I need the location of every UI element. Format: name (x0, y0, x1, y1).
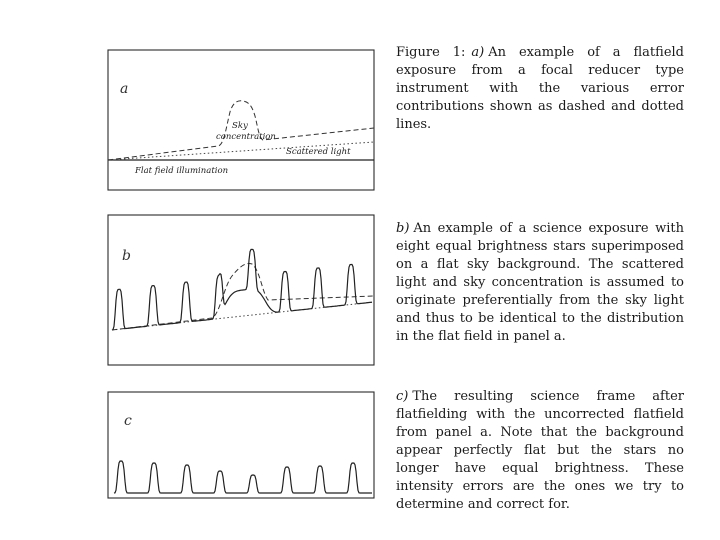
flat-field-illumination-label: Flat field illumination (135, 166, 229, 176)
panel-b-star-trace (112, 249, 372, 330)
caption-a-letter: a) (471, 45, 485, 60)
panel-b-letter: b (122, 248, 131, 264)
panel-c (108, 392, 374, 498)
scattered-light-label: Scattered light (286, 147, 351, 157)
caption-b-letter: b) (396, 221, 410, 236)
caption-c-letter: c) (396, 389, 409, 404)
panel-c-star-trace (114, 461, 372, 493)
caption-c (396, 388, 684, 514)
caption-b-text: An example of a science exposure with eight equal brightness stars superimposed on a flat sky background. The scattered light and sky concentration is assumed to originate preferentially from the sky light and thus to be identical to the distribution in the flat field in panel a. (396, 221, 684, 344)
caption-c-text: The resulting science frame after flatfielding with the uncorrected flatfield from panel a. Note that the background appear perfectly flat but the stars no longer have equal brightness. These intensity errors are the ones we try to determine and correct for. (396, 389, 684, 512)
caption-a-text: An example of a flatfield exposure from a focal reducer type instrument with the various error contributions shown as dashed and dotted lines. (396, 45, 684, 132)
sky-label: Sky (232, 121, 248, 131)
panel-c-letter: c (124, 413, 132, 429)
panel-c-frame (108, 392, 374, 498)
panel-a (108, 50, 374, 190)
panel-b-sky-concentration-curve (112, 264, 374, 331)
concentration-label: concentration (216, 132, 276, 142)
panel-b (108, 215, 374, 365)
caption-a (396, 44, 684, 134)
caption-b (396, 220, 684, 346)
figure-label: Figure 1: (396, 45, 466, 60)
panel-a-letter: a (120, 81, 129, 97)
